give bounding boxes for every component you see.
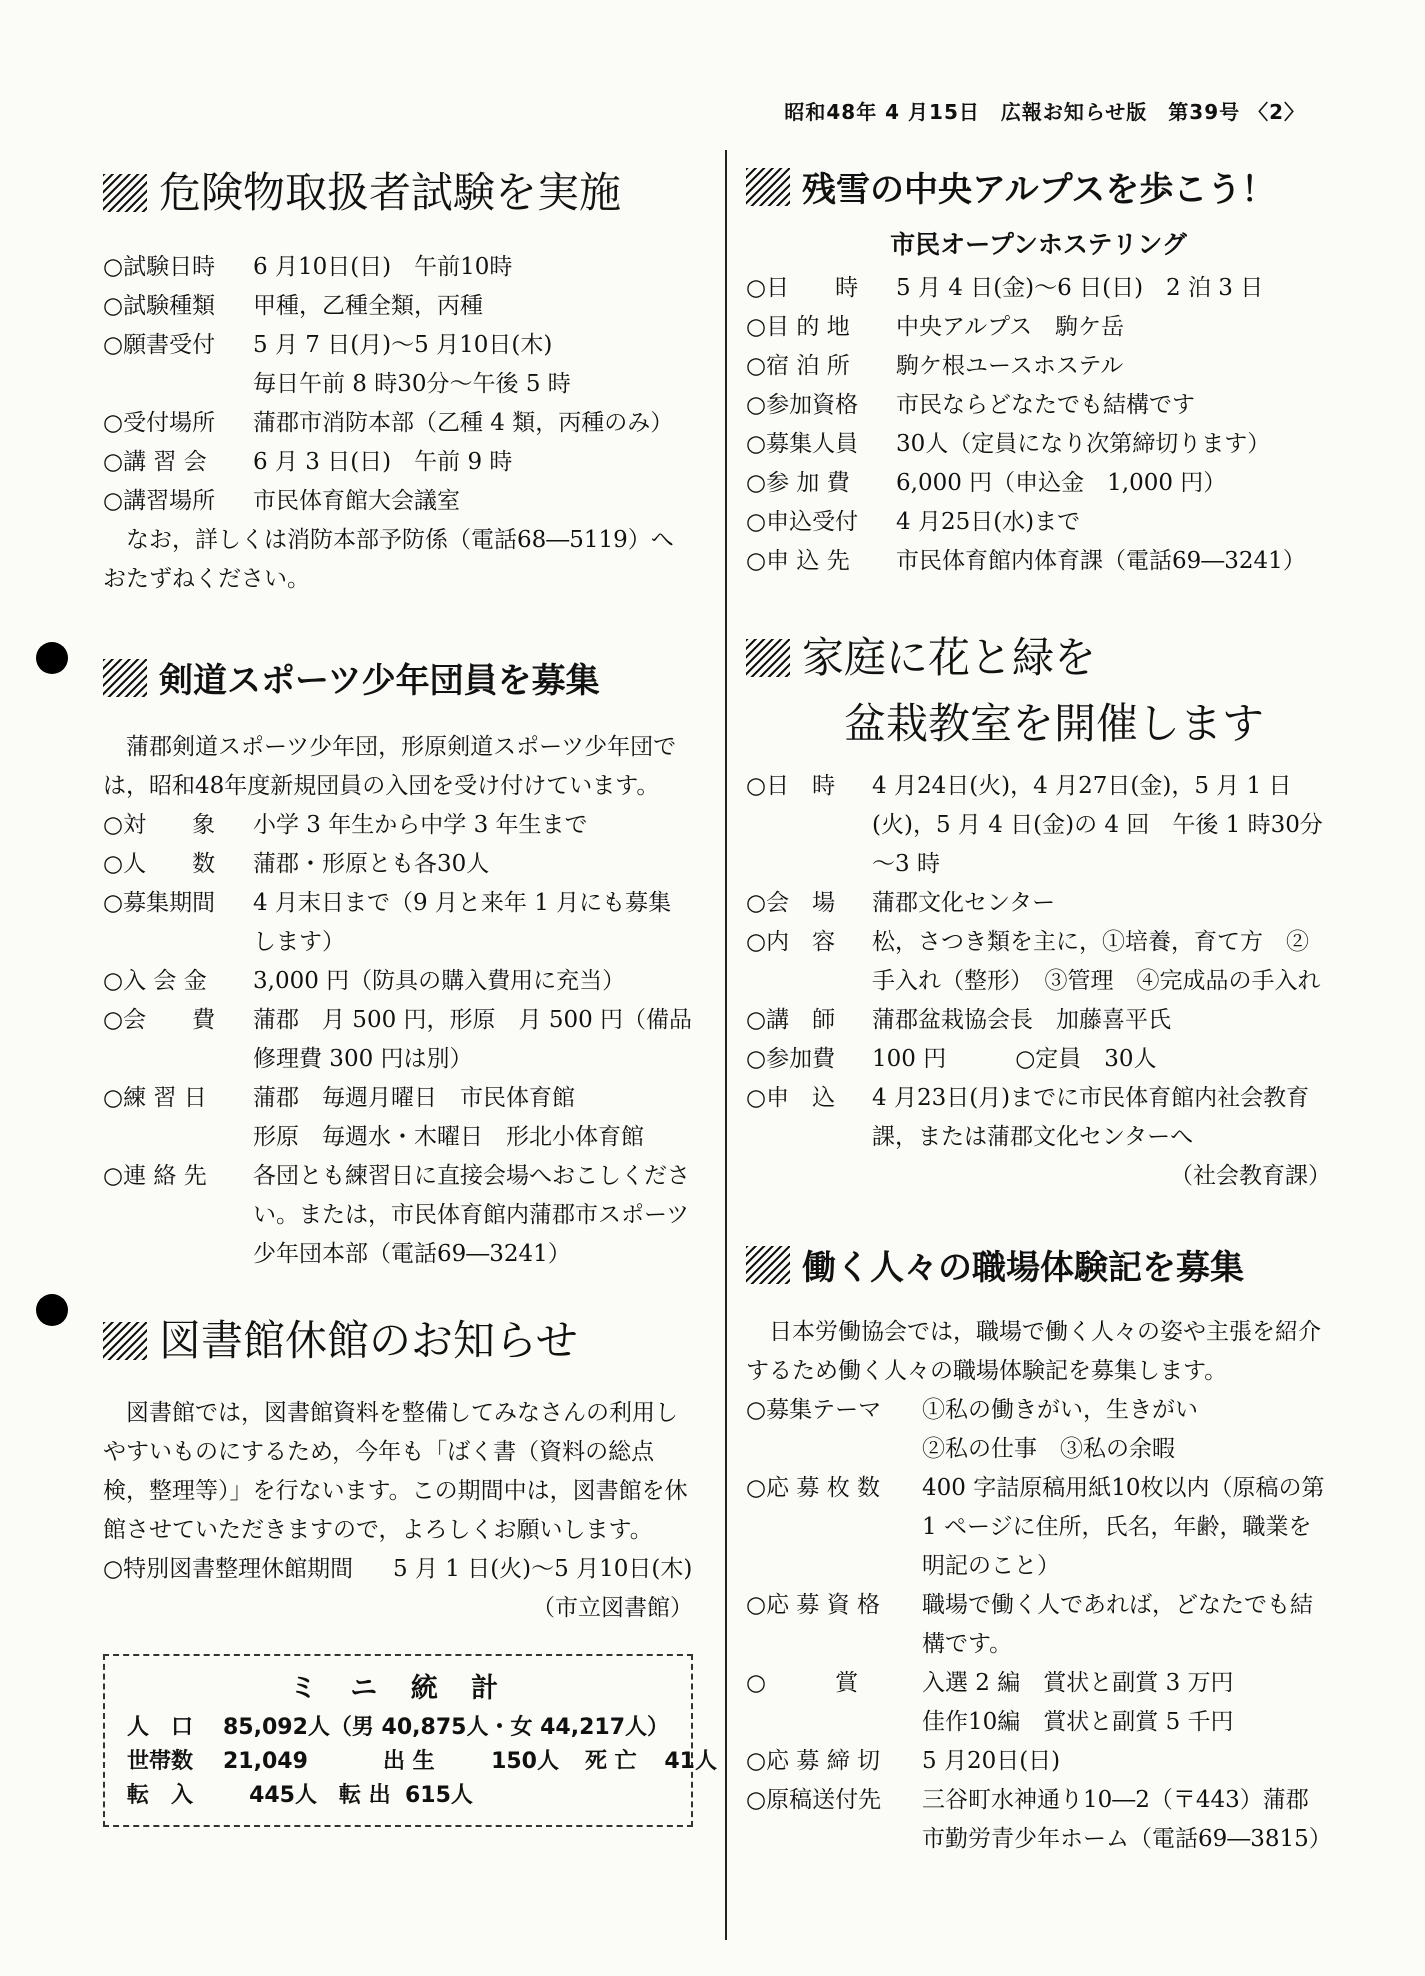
stats-row: [127, 1779, 673, 1813]
article-title: 剣道スポーツ少年団員を募集: [103, 653, 693, 702]
info-row: ○応 募 資 格 職場で働く人であれば，どなたでも結構です。: [746, 1592, 1313, 1657]
info-row: ○試験種類 甲種，乙種全類，丙種: [103, 293, 483, 319]
page-header: 昭和48年 4 月15日 広報お知らせ版 第39号 〈2〉: [784, 100, 1305, 124]
stat-value: 445人: [249, 1783, 317, 1808]
article-title-line2: 盆栽教室を開催します: [844, 699, 1265, 748]
article-subtitle: 市民オープンホステリング: [890, 230, 1187, 259]
hatch-icon: [103, 174, 147, 212]
hatch-icon: [746, 1246, 790, 1284]
article-kiken: [103, 160, 693, 599]
info-row: ○募集人員 30人（定員になり次第締切ります）: [746, 431, 1271, 457]
info-row: ○願書受付 5 月 7 日(月)～5 月10日(木): [103, 332, 553, 358]
info-row: ○受付場所 蒲郡市消防本部（乙種 4 類，丙種のみ）: [103, 410, 674, 436]
info-row: ○練 習 日 蒲郡 毎週月曜日 市民体育館: [103, 1085, 575, 1111]
info-row: ○応 募 締 切 5 月20日(日): [746, 1748, 1061, 1774]
left-column: [103, 160, 717, 1827]
info-row: 佳作10編 賞状と副賞 5 千円: [922, 1709, 1234, 1735]
info-list: [746, 269, 1331, 581]
info-row: ○日 時 5 月 4 日(金)～6 日(日) 2 泊 3 日: [746, 275, 1264, 301]
right-column: [746, 162, 1331, 1859]
info-row: ○募集テーマ ①私の働きがい，生きがい: [746, 1397, 1198, 1423]
stat-value: 21,049: [223, 1749, 308, 1774]
hatch-icon: [746, 168, 790, 206]
info-row: ○募集期間 4 月末日まで（9 月と来年 1 月にも募集します）: [103, 890, 672, 955]
info-row: ○ 賞 入選 2 編 賞状と副賞 3 万円: [746, 1670, 1234, 1696]
info-row: ○参 加 費 6,000 円（申込金 1,000 円）: [746, 470, 1227, 496]
info-row: ②私の仕事 ③私の余暇: [922, 1436, 1175, 1462]
info-row: ○申 込 4 月23日(月)までに市民体育館内社会教育課，または蒲郡文化センターへ: [746, 1085, 1310, 1150]
info-row: ○参加費 100 円 ○定員 30人: [746, 1046, 1157, 1072]
info-row: ○内 容 松，さつき類を主に，①培養，育て方 ②手入れ（整形） ③管理 ④完成品の手入れ: [746, 929, 1321, 994]
article-shokuba: [746, 1240, 1331, 1859]
info-row: ○目 的 地 中央アルプス 駒ケ岳: [746, 314, 1125, 340]
info-row: ○申込受付 4 月25日(水)まで: [746, 509, 1081, 535]
stats-row: [127, 1745, 717, 1779]
article-title: 残雪の中央アルプスを歩こう！: [746, 162, 1331, 211]
info-row: ○日 時 4 月24日(火)，4 月27日(金)，5 月 1 日(火)，5 月 4 日(金)の 4 回 午後 1 時30分～3 時: [746, 773, 1323, 877]
hatch-icon: [103, 1322, 147, 1360]
info-row: ○講 師 蒲郡盆栽協会長 加藤喜平氏: [746, 1007, 1171, 1033]
punch-hole-bottom: [36, 1294, 68, 1326]
info-row: ○講 習 会 6 月 3 日(日) 午前 9 時: [103, 449, 513, 475]
stat-label: 転 入: [127, 1783, 194, 1808]
article-bonsai: [746, 625, 1331, 1196]
article-title: 働く人々の職場体験記を募集: [746, 1240, 1331, 1289]
info-list: [103, 806, 693, 1274]
stat-label: 人 口: [127, 1715, 194, 1740]
info-row: 毎日午前 8 時30分～午後 5 時: [253, 371, 571, 397]
article-title: 危険物取扱者試験を実施: [103, 160, 693, 220]
article-library: [103, 1308, 693, 1628]
body-text: 図書館では，図書館資料を整備してみなさんの利用しやすいものにするため，今年も「ばく書（資料の総点検，整理等）」を行ないます。この期間中は，図書館を休館させていただきますので，よろしくお願いします。: [103, 1400, 688, 1543]
stats-row: [127, 1711, 673, 1745]
info-row: ○参加資格 市民ならどなたでも結構です: [746, 392, 1195, 418]
column-divider: [725, 150, 727, 1940]
signature: （市立図書館）: [532, 1595, 693, 1621]
info-row: ○会 場 蒲郡文化センター: [746, 890, 1056, 916]
info-row: ○原稿送付先 三谷町水神通り10―2（〒443）蒲郡市勤労青少年ホーム（電話69―3815）: [746, 1787, 1332, 1852]
stat-value: 615人: [405, 1783, 473, 1808]
info-list: [746, 1391, 1331, 1859]
info-row: ○会 費 蒲郡 月 500 円，形原 月 500 円（備品修理費 300 円は別）: [103, 1007, 693, 1072]
signature: （社会教育課）: [1170, 1163, 1331, 1189]
info-row: ○申 込 先 市民体育館内体育課（電話69―3241）: [746, 548, 1306, 574]
intro-text: 蒲郡剣道スポーツ少年団，形原剣道スポーツ少年団では，昭和48年度新規団員の入団を受け付けています。: [103, 734, 677, 799]
stat-label: 世帯数: [127, 1749, 194, 1774]
article-title: 家庭に花と緑を: [746, 625, 1331, 685]
info-list: [746, 767, 1331, 1157]
mini-stats-box: [103, 1654, 717, 1827]
info-row: ○入 会 金 3,000 円（防具の購入費用に充当）: [103, 968, 626, 994]
stat-label: 出 生: [383, 1749, 435, 1774]
stat-label: 死 亡: [585, 1749, 637, 1774]
hatch-icon: [746, 639, 790, 677]
hatch-icon: [103, 659, 147, 697]
info-row: ○講習場所 市民体育館大会議室: [103, 488, 460, 514]
article-kendo: [103, 653, 693, 1274]
info-row: 形原 毎週水・木曜日 形北小体育館: [253, 1124, 644, 1150]
period-row: ○特別図書整理休館期間 5 月 1 日(火)～5 月10日(木): [103, 1556, 693, 1582]
article-alps: [746, 162, 1331, 581]
info-row: ○宿 泊 所 駒ケ根ユースホステル: [746, 353, 1124, 379]
stat-label: 転 出: [339, 1783, 391, 1808]
stat-value: 85,092人（男 40,875人・女 44,217人）: [223, 1715, 670, 1740]
info-row: ○人 数 蒲郡・形原とも各30人: [103, 851, 490, 877]
info-list: [103, 248, 693, 521]
note-text: なお，詳しくは消防本部予防係（電話68―5119）へおたずねください。: [103, 527, 674, 592]
info-row: ○試験日時 6 月10日(日) 午前10時: [103, 254, 513, 280]
info-row: ○対 象 小学 3 年生から中学 3 年生まで: [103, 812, 588, 838]
stat-value: 41人: [664, 1749, 717, 1774]
article-title: 図書館休館のお知らせ: [103, 1308, 693, 1368]
punch-hole-top: [36, 642, 68, 674]
intro-text: 日本労働協会では，職場で働く人々の姿や主張を紹介するため働く人々の職場体験記を募集します。: [746, 1319, 1321, 1384]
stat-value: 150人: [491, 1749, 559, 1774]
info-row: ○連 絡 先 各団とも練習日に直接会場へおこしください。または，市民体育館内蒲郡市スポーツ少年団本部（電話69―3241）: [103, 1163, 690, 1267]
stats-title: ミ ニ 統 計: [289, 1673, 511, 1704]
info-row: ○応 募 枚 数 400 字詰原稿用紙10枚以内（原稿の第 1 ページに住所，氏名，年齢，職業を明記のこと）: [746, 1475, 1325, 1579]
